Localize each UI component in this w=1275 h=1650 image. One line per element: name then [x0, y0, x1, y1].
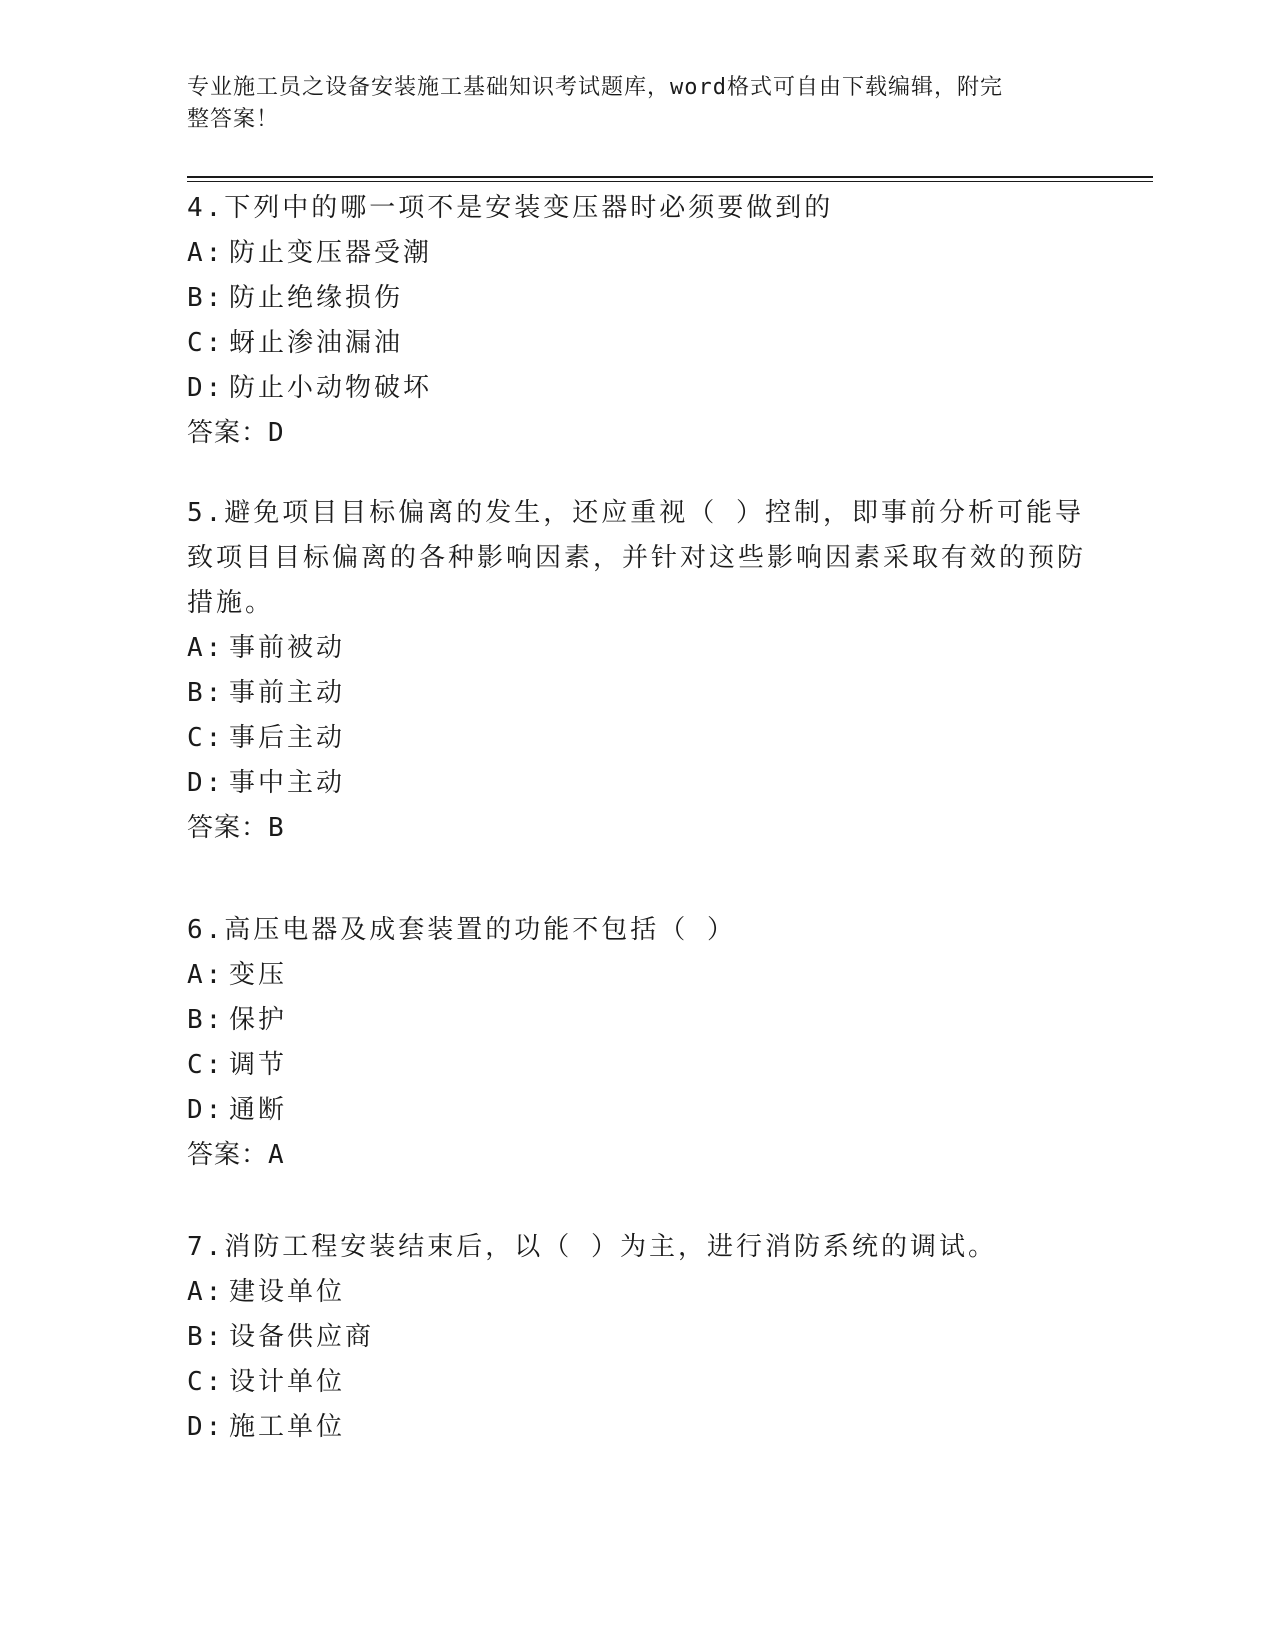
option-a [187, 231, 1087, 276]
option-text: 设备供应商 [229, 1322, 375, 1352]
option-b [187, 998, 1087, 1043]
option-key: D: [187, 373, 225, 403]
option-key: A: [187, 960, 225, 990]
option-key: D: [187, 1412, 225, 1442]
option-text: 调节 [229, 1050, 288, 1080]
question-stem: 5.避免项目目标偏离的发生，还应重视（ ）控制，即事前分析可能导致项目目标偏离的各种影响因素，并针对这些影响因素采取有效的预防措施。 [187, 498, 1087, 618]
option-key: A: [187, 1277, 225, 1307]
header-divider-thin [187, 181, 1153, 182]
option-a [187, 1270, 1087, 1315]
answer-value: B [268, 813, 285, 843]
option-key: A: [187, 238, 225, 268]
question-4 [187, 186, 1087, 456]
answer-label: 答案： [187, 813, 269, 843]
option-key: C: [187, 328, 225, 358]
option-key: A: [187, 633, 225, 663]
option-text: 事前被动 [229, 633, 346, 663]
document-header [187, 72, 1067, 136]
option-text: 建设单位 [229, 1277, 346, 1307]
option-text: 事前主动 [229, 678, 346, 708]
question-5 [187, 491, 1087, 851]
option-c [187, 1043, 1087, 1088]
option-text: 设计单位 [229, 1367, 346, 1397]
header-line-2: 整答案！ [187, 107, 280, 132]
option-a [187, 953, 1087, 998]
option-key: D: [187, 1095, 225, 1125]
answer-line [187, 806, 1087, 851]
option-c [187, 321, 1087, 366]
option-b [187, 276, 1087, 321]
question-stem: 6.高压电器及成套装置的功能不包括（ ） [187, 915, 736, 945]
option-text: 通断 [229, 1095, 288, 1125]
option-c [187, 716, 1087, 761]
option-key: C: [187, 1050, 225, 1080]
question-6 [187, 908, 1087, 1178]
option-d [187, 1088, 1087, 1133]
option-text: 变压 [229, 960, 288, 990]
option-text: 事中主动 [229, 768, 346, 798]
option-text: 防止小动物破坏 [229, 373, 433, 403]
question-7 [187, 1225, 1087, 1450]
option-text: 保护 [229, 1005, 288, 1035]
option-b [187, 671, 1087, 716]
option-a [187, 626, 1087, 671]
option-text: 事后主动 [229, 723, 346, 753]
option-text: 防止变压器受潮 [229, 238, 433, 268]
option-key: D: [187, 768, 225, 798]
answer-line [187, 1133, 1087, 1178]
option-b [187, 1315, 1087, 1360]
option-text: 蚜止渗油漏油 [229, 328, 404, 358]
answer-line [187, 411, 1087, 456]
option-key: C: [187, 723, 225, 753]
option-d [187, 761, 1087, 806]
option-key: B: [187, 1322, 225, 1352]
question-stem: 7.消防工程安装结束后，以（ ）为主，进行消防系统的调试。 [187, 1232, 997, 1262]
header-line-1: 专业施工员之设备安装施工基础知识考试题库，word格式可自由下载编辑，附完 [187, 75, 1003, 100]
option-key: B: [187, 1005, 225, 1035]
answer-value: D [268, 418, 285, 448]
answer-value: A [268, 1140, 285, 1170]
answer-label: 答案： [187, 418, 269, 448]
option-text: 防止绝缘损伤 [229, 283, 404, 313]
option-key: B: [187, 283, 225, 313]
question-stem: 4.下列中的哪一项不是安装变压器时必须要做到的 [187, 193, 834, 223]
option-c [187, 1360, 1087, 1405]
option-text: 施工单位 [229, 1412, 346, 1442]
option-d [187, 366, 1087, 411]
option-key: C: [187, 1367, 225, 1397]
option-key: B: [187, 678, 225, 708]
option-d [187, 1405, 1087, 1450]
header-divider-thick [187, 176, 1153, 178]
answer-label: 答案： [187, 1140, 269, 1170]
